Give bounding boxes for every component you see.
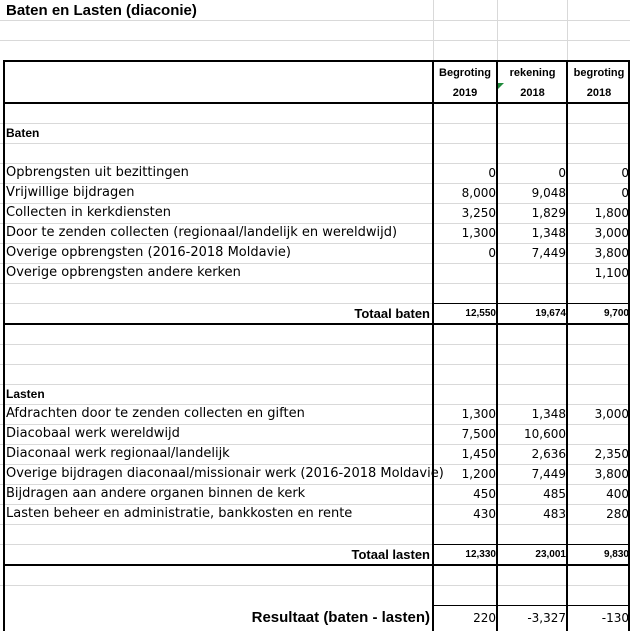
row-label: Bijdragen aan andere organen binnen de kerk [6, 486, 306, 501]
col-year-2018: 2018 [520, 87, 545, 99]
cell-value[interactable]: 9,048 [531, 186, 566, 200]
row-label: Diaconaal werk regionaal/landelijk [6, 446, 230, 461]
cell-value[interactable]: 7,449 [531, 467, 566, 481]
total-label: Totaal baten [354, 306, 430, 321]
cell-value[interactable]: 3,800 [594, 467, 629, 481]
cell-value[interactable]: 3,800 [594, 246, 629, 260]
row-label: Overige opbrengsten (2016-2018 Moldavie) [6, 245, 291, 260]
section-heading-lasten: Lasten [6, 387, 45, 401]
row-label: Door te zenden collecten (regionaal/landelijk en wereldwijd) [6, 225, 398, 240]
cell-value[interactable]: 2,636 [531, 447, 566, 461]
cell-value[interactable] [434, 263, 496, 283]
cell-value[interactable]: 0 [621, 166, 629, 180]
row-label: Overige opbrengsten andere kerken [6, 265, 241, 280]
cell-value[interactable]: 0 [488, 246, 496, 260]
cell-value[interactable]: 3,250 [461, 206, 496, 220]
cell-value[interactable] [569, 424, 629, 444]
cell-value[interactable]: 483 [543, 507, 566, 521]
result-value[interactable]: 220 [473, 611, 496, 625]
cell-value[interactable]: 8,000 [461, 186, 496, 200]
cell-value[interactable]: 1,348 [531, 407, 566, 421]
result-value[interactable]: -130 [601, 611, 629, 625]
cell-value[interactable]: 0 [558, 166, 566, 180]
col-header-begroting-2019: Begroting [439, 67, 491, 79]
cell-value[interactable]: 485 [543, 487, 566, 501]
col-header-begroting-2018: begroting [573, 67, 625, 79]
cell-value[interactable]: 400 [606, 487, 629, 501]
col-header-rekening-2018: rekening [509, 67, 556, 79]
cell-value[interactable]: 1,100 [594, 266, 629, 280]
cell-value[interactable]: 0 [488, 166, 496, 180]
row-label: Collecten in kerkdiensten [6, 205, 171, 220]
cell-value[interactable]: 1,300 [461, 226, 496, 240]
row-label: Overige bijdragen diaconaal/missionair werk (2016-2018 Moldavie) [6, 466, 444, 481]
cell-value[interactable]: 1,300 [461, 407, 496, 421]
row-label: Lasten beheer en administratie, bankkosten en rente [6, 506, 353, 521]
cell-value[interactable]: 3,000 [594, 226, 629, 240]
cell-value[interactable]: 7,449 [531, 246, 566, 260]
total-value[interactable]: 23,001 [535, 549, 566, 560]
sheet-title: Baten en Lasten (diaconie) [6, 2, 197, 19]
cell-value[interactable]: 10,600 [524, 427, 566, 441]
result-value[interactable]: -3,327 [527, 611, 566, 625]
cell-value[interactable]: 1,800 [594, 206, 629, 220]
row-label: Opbrengsten uit bezittingen [6, 165, 189, 180]
col-year-2019: 2019 [452, 87, 478, 99]
cell-value[interactable]: 280 [606, 507, 629, 521]
cell-value[interactable]: 1,200 [461, 467, 496, 481]
cell-value[interactable] [499, 263, 566, 283]
cell-value[interactable]: 1,348 [531, 226, 566, 240]
cell-value[interactable]: 1,829 [531, 206, 566, 220]
row-label: Afdrachten door te zenden collecten en giften [6, 406, 305, 421]
cell-value[interactable]: 1,450 [461, 447, 496, 461]
row-label: Vrijwillige bijdragen [6, 185, 135, 200]
total-value[interactable]: 9,700 [603, 308, 629, 319]
total-label: Totaal lasten [351, 547, 430, 562]
cell-value[interactable]: 2,350 [594, 447, 629, 461]
cell-value[interactable]: 3,000 [594, 407, 629, 421]
col-year-2018-b: 2018 [586, 87, 612, 99]
cell-value[interactable]: 7,500 [461, 427, 496, 441]
total-value[interactable]: 9,830 [603, 549, 629, 560]
cell-value[interactable]: 430 [473, 507, 496, 521]
total-value[interactable]: 12,330 [465, 549, 496, 560]
result-label: Resultaat (baten - lasten) [251, 609, 430, 626]
section-heading-baten: Baten [6, 126, 40, 140]
total-value[interactable]: 19,674 [535, 308, 566, 319]
row-label: Diacobaal werk wereldwijd [6, 426, 180, 441]
total-value[interactable]: 12,550 [465, 308, 496, 319]
cell-value[interactable]: 0 [621, 186, 629, 200]
cell-value[interactable]: 450 [473, 487, 496, 501]
